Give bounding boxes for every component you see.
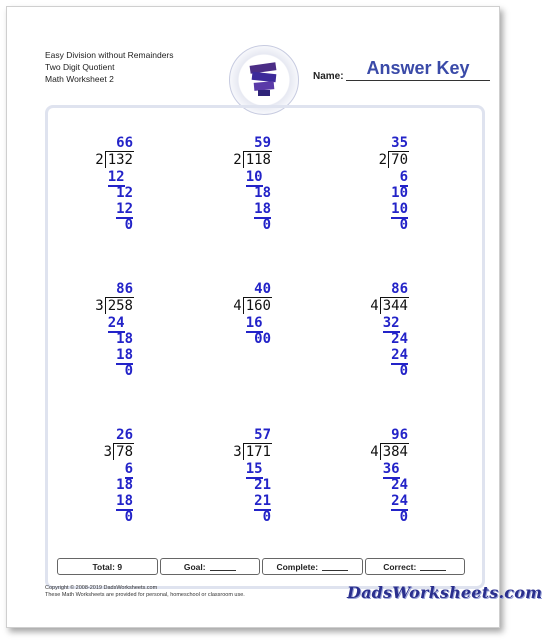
quotient-answer: 26: [116, 427, 133, 443]
subtraction-step: 21: [254, 493, 271, 509]
subtraction-step: 24: [107, 315, 125, 331]
division-problem: [43, 281, 133, 391]
subtraction-step: 10: [245, 169, 263, 185]
remainder-step: 0: [399, 363, 408, 379]
answer-key-label: Answer Key: [366, 58, 470, 78]
quotient-answer: 35: [391, 135, 408, 151]
worksheet-subtitle: Two Digit Quotient: [45, 62, 115, 72]
division-bracket: [243, 151, 272, 168]
subtraction-step: 12: [116, 201, 133, 217]
division-problem: [318, 281, 408, 391]
divisor: 3: [95, 298, 104, 314]
subtraction-step: 12: [107, 169, 125, 185]
subtraction-step: 15: [245, 461, 263, 477]
score-bar: [57, 558, 465, 575]
remainder-step: 18: [254, 185, 271, 201]
remainder-step: 0: [124, 217, 133, 233]
division-bracket: [105, 297, 134, 314]
correct-cell[interactable]: [365, 558, 466, 575]
remainder-step: 0: [262, 509, 271, 525]
divisor: 2: [233, 152, 242, 168]
quotient-answer: 86: [116, 281, 133, 297]
copyright-notice: [45, 585, 245, 599]
dividend: 78: [116, 444, 133, 460]
name-field-line[interactable]: [346, 80, 490, 81]
division-problem: [43, 427, 133, 537]
remainder-step: 24: [391, 331, 408, 347]
quotient-answer: 96: [391, 427, 408, 443]
total-cell: [57, 558, 158, 575]
remainder-step: 0: [262, 217, 271, 233]
remainder-step: 18: [116, 477, 133, 493]
division-problem: [318, 135, 408, 245]
subtraction-step: 36: [382, 461, 400, 477]
remainder-step: 0: [124, 509, 133, 525]
worksheet-page: [6, 6, 542, 628]
remainder-step: 10: [391, 185, 408, 201]
divisor: 2: [378, 152, 388, 168]
remainder-step: 0: [399, 509, 408, 525]
subtraction-step: 18: [254, 201, 271, 217]
division-problem: [181, 135, 271, 245]
subtraction-step: 16: [245, 315, 263, 331]
copyright-line: Copyright © 2008-2019 DadsWorksheets.com: [45, 585, 158, 591]
division-bracket: [380, 297, 409, 314]
division-problem: [43, 135, 133, 245]
division-problem: [181, 427, 271, 537]
quotient-answer: 59: [254, 135, 271, 151]
subtraction-step: 10: [391, 201, 408, 217]
remainder-step: 00: [254, 331, 271, 347]
quotient-answer: 40: [254, 281, 271, 297]
goal-label: Goal:: [183, 561, 206, 572]
division-bracket: [388, 151, 409, 168]
divisor: 3: [103, 444, 113, 460]
remainder-step: 24: [391, 477, 408, 493]
remainder-step: 12: [116, 185, 133, 201]
subtraction-step: 6: [399, 169, 408, 185]
remainder-step: 18: [116, 331, 133, 347]
quotient-answer: 86: [391, 281, 408, 297]
remainder-step: 0: [124, 363, 133, 379]
goal-cell[interactable]: [160, 558, 261, 575]
dividend: 118: [245, 152, 271, 168]
quotient-answer: 66: [116, 135, 133, 151]
total-label: Total: 9: [92, 561, 123, 572]
divisor: 4: [370, 298, 379, 314]
remainder-step: 0: [399, 217, 408, 233]
subtraction-step: 18: [116, 493, 133, 509]
worksheet-header: [45, 49, 174, 85]
divisor: 4: [370, 444, 379, 460]
worksheet-title: Easy Division without Remainders: [45, 50, 174, 60]
division-bracket: [243, 443, 272, 460]
brand-logo[interactable]: DadsWorksheets.com: [347, 583, 542, 602]
subtraction-step: 18: [116, 347, 133, 363]
subtraction-step: 24: [391, 493, 408, 509]
goal-blank[interactable]: [210, 562, 236, 571]
divisor: 3: [233, 444, 242, 460]
dividend: 160: [245, 298, 271, 314]
divisor: 4: [233, 298, 242, 314]
dividend: 384: [382, 444, 408, 460]
complete-label: Complete:: [276, 561, 319, 572]
division-bracket: [105, 151, 134, 168]
dividend: 171: [245, 444, 271, 460]
division-bracket: [380, 443, 409, 460]
complete-blank[interactable]: [322, 562, 348, 571]
usage-line: These Math Worksheets are provided for personal, homeschool or classroom use.: [45, 592, 245, 598]
dividend: 258: [107, 298, 133, 314]
complete-cell[interactable]: [262, 558, 363, 575]
dividend: 344: [382, 298, 408, 314]
division-problem: [318, 427, 408, 537]
division-logo-icon: [246, 58, 282, 98]
dividend: 70: [391, 152, 408, 168]
dividend: 132: [107, 152, 133, 168]
quotient-answer: 57: [254, 427, 271, 443]
name-label: Name:: [313, 71, 344, 82]
division-problem: [181, 281, 271, 391]
subtraction-step: 6: [124, 461, 133, 477]
divisor: 2: [95, 152, 104, 168]
division-bracket: [113, 443, 134, 460]
worksheet-number: Math Worksheet 2: [45, 74, 114, 84]
division-bracket: [243, 297, 272, 314]
subtraction-step: 24: [391, 347, 408, 363]
correct-blank[interactable]: [420, 562, 446, 571]
remainder-step: 21: [254, 477, 271, 493]
correct-label: Correct:: [383, 561, 417, 572]
subtraction-step: 32: [382, 315, 400, 331]
